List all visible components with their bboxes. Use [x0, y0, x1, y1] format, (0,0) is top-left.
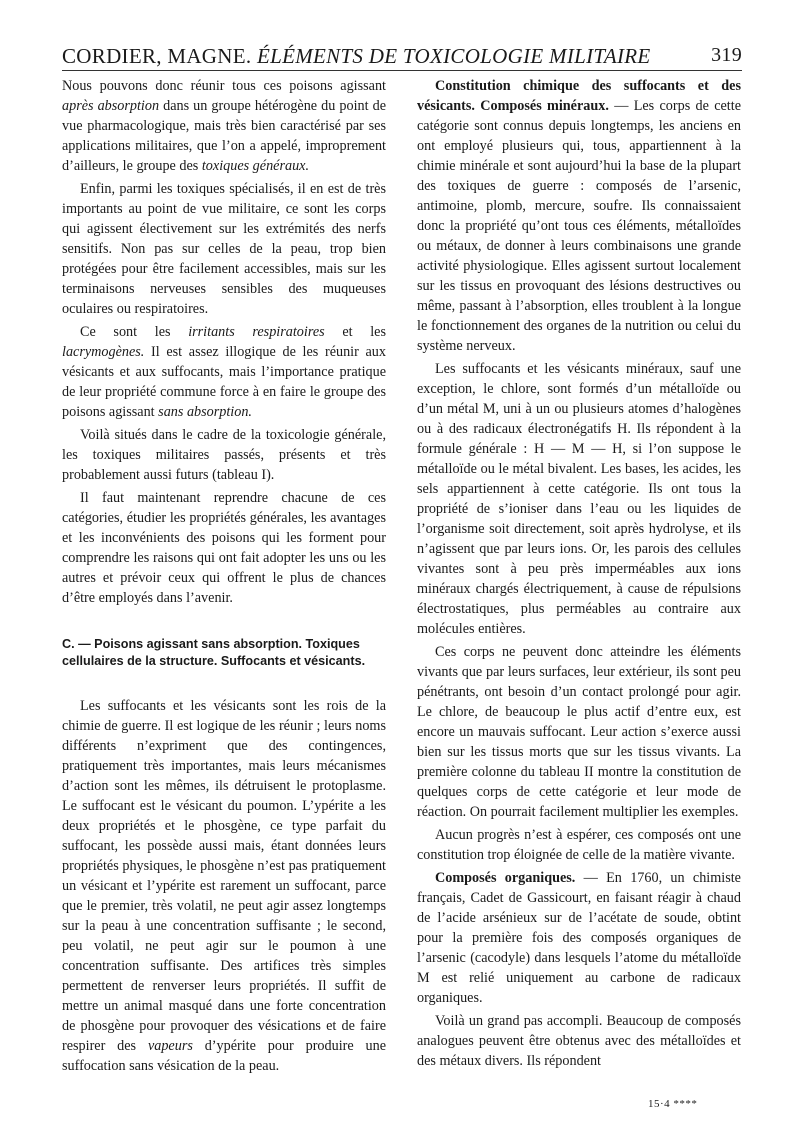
run-in-heading: Composés organiques. — [435, 870, 576, 886]
page-number: 319 — [711, 44, 742, 66]
running-header — [62, 42, 742, 71]
author-names: CORDIER, MAGNE. — [62, 44, 252, 68]
section-heading: C. — Poisons agissant sans absorption. Toxiques cellulaires de la structure. Suffocants et vésicants. — [62, 637, 366, 668]
paragraph: Voilà situés dans le cadre de la toxicologie générale, les toxiques militaires passés, présents et très probablement aussi futurs (tableau I). — [62, 427, 386, 483]
signature-mark: 15·4 **** — [648, 1098, 698, 1110]
paragraph: Les suffocants et les vésicants minéraux, sauf une exception, le chlore, sont formés d’un métalloïde ou d’un métal M, uni à un ou plusieurs atomes d’halogènes ou à des radicaux électronégatifs H. Ils répondent à la formule générale : H — M — H, si l’on suppose le métalloïde ou le métal bivalent. Les bases, les acides, les sels appartiennent à cette catégorie. Ils ont tous la propriété de s’ioniser dans l’eau ou les liquides de l’organisme soit directement, soit après hydrolyse, et ils n’agissent que par leurs ions. Or, les parois des cellules vivantes sont à peu près imperméables aux ions minéraux chargés électriquement, à cause de répulsions électrostatiques, plus perméables au contraire aux molécules entières. — [417, 361, 741, 637]
paragraph: Il faut maintenant reprendre chacune de ces catégories, étudier les propriétés générales, les avantages et les inconvénients des poisons qui les forment pour comprendre les raisons qui ont fait adopter les uns ou les autres et prévoir ceux qui offrent le plus de chances d’être employés dans l’avenir. — [62, 490, 386, 606]
book-title: ÉLÉMENTS DE TOXICOLOGIE MILITAIRE — [256, 44, 651, 68]
paragraph: Ces corps ne peuvent donc atteindre les éléments vivants que par leurs surfaces, leur extérieur, ils sont peu pénétrants, ont besoin d’un contact prolongé pour agir. Le chlore, de beaucoup le plus actif d’entre eux, est encore un mauvais suffocant. Leur action s’exerce aussi bien sur les tissus morts que sur les tissus vivants. La première colonne du tableau II montre la constitution de quelques corps de cette catégorie et leur mode de réaction. On pourrait facilement multiplier les exemples. — [417, 644, 741, 820]
paragraph: Enfin, parmi les toxiques spécialisés, il en est de très importants au point de vue militaire, ce sont les corps qui agissent électivement sur les extrémités des nerfs sensitifs. Non pas sur celles de la peau, trop bien protégées pour être facilement accessibles, mais sur les terminaisons nerveuses sensibles des muqueuses oculaires ou respiratoires. — [62, 181, 386, 317]
running-title — [62, 44, 651, 69]
left-column — [62, 76, 386, 1079]
paragraph: Nous pouvons donc réunir tous ces poisons agissant après absorption dans un groupe hétérogène du point de vue pharmacologique, mais très bien caractérisé par ses applications militaires, que l’on a appelé, improprement d’ailleurs, le groupe des toxiques généraux. — [62, 78, 386, 174]
paragraph: Les suffocants et les vésicants sont les rois de la chimie de guerre. Il est logique de les réunir ; leurs noms différents n’expriment que des contingences, pratiquement très importantes, mais leurs mécanismes d’action sont les mêmes, ils détruisent le protoplasme. Le suffocant est le vésicant du poumon. L’ypérite a les deux propriétés et le phosgène, ce type parfait du suffocant, les possède aussi mais, étant données leurs propriétés physiques, le phosgène n’est pas pratiquement un vésicant et l’ypérite est rarement un suffocant, parce que le premier, très volatil, ne peut agir assez longtemps sur la peau à une concentration suffisante ; le second, peu volatil, ne peut agir sur le poumon à une concentration suffisante. Des artifices très simples permettent de renverser leurs propriétés. Il suffit de mettre un animal masqué dans une forte concentration de phosgène pour provoquer des vésications et de faire respirer des vapeurs d’ypérite pour produire une suffocation sans vésication de la peau. — [62, 698, 386, 1074]
run-in-heading: Constitution chimique des suffocants et des vésicants. Composés minéraux. — [417, 78, 741, 114]
paragraph: Composés organiques. — En 1760, un chimiste français, Cadet de Gassicourt, en faisant réagir à chaud de l’acide arsénieux sur de l’acétate de soude, obtint pour la première fois des composés organiques de l’arsenic (cacodyle) dans lesquels l’atome du métalloïde M est relié uniquement au carbone de radicaux organiques. — [417, 870, 741, 1006]
paragraph: Ce sont les irritants respiratoires et les lacrymogènes. Il est assez illogique de les réunir aux vésicants et aux suffocants, mais l’importance pratique de leur propriété commune force à en faire le groupe des poisons agissant sans absorption. — [62, 324, 387, 420]
paragraph: Voilà un grand pas accompli. Beaucoup de composés analogues peuvent être obtenus avec des métalloïdes et des métaux divers. Ils répondent — [417, 1013, 741, 1069]
paragraph: Constitution chimique des suffocants et des vésicants. Composés minéraux. — Les corps de cette catégorie sont connus depuis longtemps, les anciens en ont employé plusieurs qui, tous, appartiennent à la chimie minérale et sont aujourd’hui la base de la plupart des toxiques de guerre : composés de l’arsenic, antimoine, plomb, mercure, soufre. Ils connaissaient donc la propriété qu’ont tous ces éléments, métalloïdes ou métaux, de donner à leurs combinaisons une grande activité physiologique. Elles agissent surtout localement sur les tissus en provoquant des lésions destructives ou même, passant à l’absorption, elles troublent à la longue le fonctionnement des organes de la nutrition ou celui du système nerveux. — [417, 78, 741, 354]
paragraph: Aucun progrès n’est à espérer, ces composés ont une constitution trop éloignée de celle de la matière vivante. — [417, 827, 741, 863]
right-column — [417, 76, 741, 1074]
